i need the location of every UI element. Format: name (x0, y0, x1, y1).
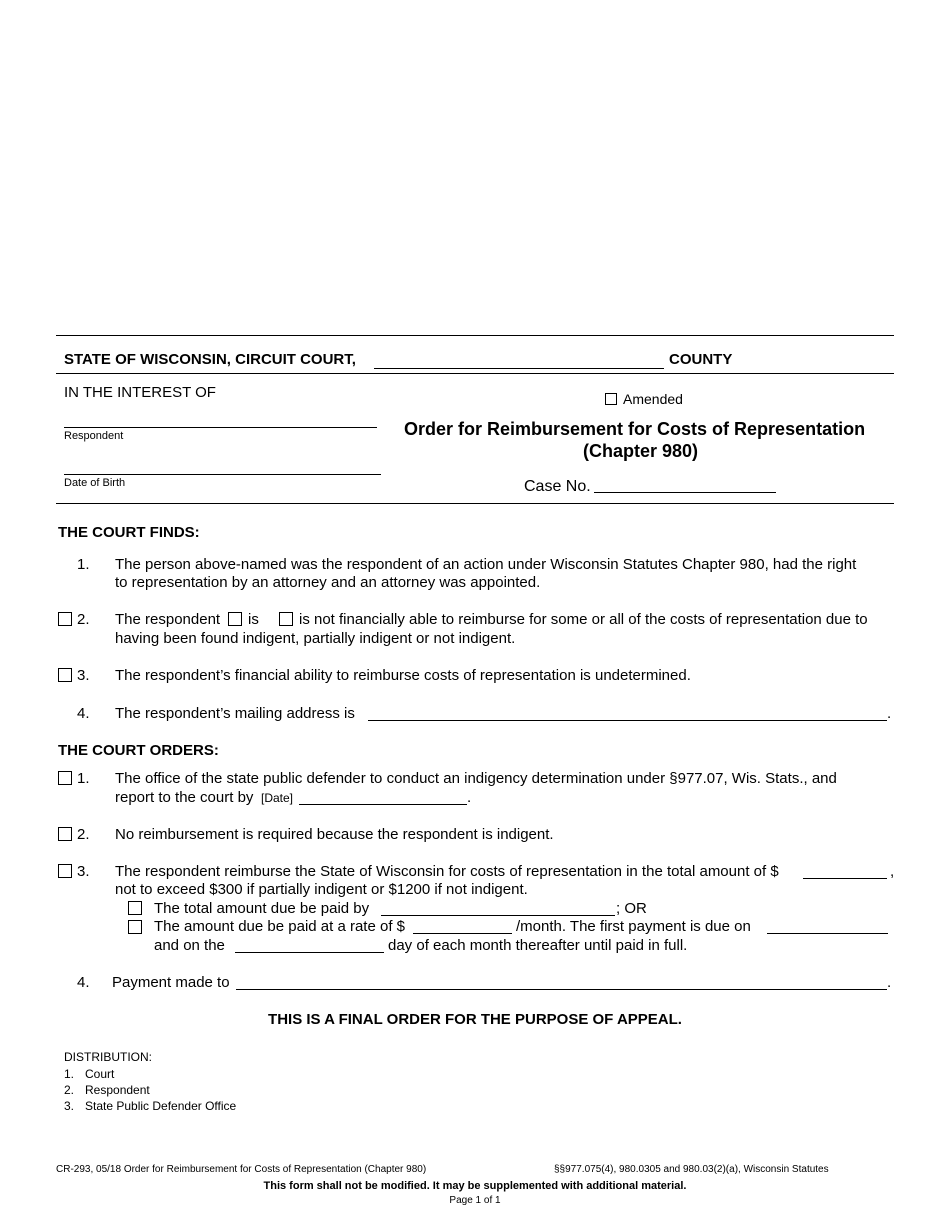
payment-made-to-field[interactable] (236, 989, 887, 990)
county-name-field[interactable] (374, 368, 664, 369)
finding-1-line1: The person above-named was the respondent of an action under Wisconsin Statutes Chapter 980, had the right (115, 556, 857, 573)
amended-checkbox[interactable] (605, 393, 617, 405)
finding-3-checkbox[interactable] (58, 668, 72, 682)
finding-2-line2: having been found indigent, partially indigent or not indigent. (115, 630, 516, 647)
form-title-line2: (Chapter 980) (583, 441, 699, 461)
footer-form-id: CR-293, 05/18 Order for Reimbursement for Costs of Representation (Chapter 980) (56, 1164, 427, 1175)
distribution-item-3-number: 3. (64, 1099, 75, 1113)
finding-2-number: 2. (77, 611, 90, 628)
finding-4-number: 4. (77, 705, 90, 722)
caption-bottom-rule (56, 503, 894, 504)
case-no-field[interactable] (594, 492, 776, 493)
finding-2-part1: The respondent (115, 611, 221, 628)
respondent-name-field[interactable] (64, 427, 377, 428)
form-title-line1: Order for Reimbursement for Costs of Representation (404, 419, 866, 439)
total-amount-field[interactable] (803, 878, 887, 879)
mailing-address-field[interactable] (368, 720, 887, 721)
order-1-line1: The office of the state public defender to conduct an indigency determination under §977.07, Wis. Stats., and (115, 770, 837, 787)
finding-2-part2: is (248, 611, 259, 628)
finding-2-is-not-checkbox[interactable] (279, 612, 293, 626)
caption-top-rule (56, 373, 894, 374)
top-rule (56, 335, 894, 336)
order-1-checkbox[interactable] (58, 771, 72, 785)
payment-day-field[interactable] (235, 952, 384, 953)
order-3-option2-text-c: and on the (154, 937, 225, 954)
finding-2-is-checkbox[interactable] (228, 612, 242, 626)
case-no-label: Case No. (524, 478, 591, 495)
order-3-option2-text-a: The amount due be paid at a rate of $ (154, 918, 406, 935)
distribution-item-2-number: 2. (64, 1083, 75, 1097)
final-order-statement: THIS IS A FINAL ORDER FOR THE PURPOSE OF APPEAL. (268, 1011, 682, 1028)
order-3-option2-text-b: /month. The first payment is due on (516, 918, 751, 935)
finding-4-end: . (887, 705, 892, 722)
order-1-date-label: [Date] (261, 791, 294, 805)
paid-by-date-field[interactable] (381, 915, 615, 916)
distribution-heading: DISTRIBUTION: (64, 1050, 153, 1064)
finding-2-part3: is not financially able to reimburse for some or all of the costs of representation due to (299, 611, 868, 628)
distribution-item-1-number: 1. (64, 1067, 75, 1081)
order-3-option2-text-d: day of each month thereafter until paid in full. (388, 937, 688, 954)
interest-label: IN THE INTEREST OF (64, 384, 216, 401)
order-2-number: 2. (77, 826, 90, 843)
distribution-item-1: Court (85, 1067, 115, 1081)
order-3-checkbox[interactable] (58, 864, 72, 878)
amended-label: Amended (623, 391, 683, 407)
order-3-number: 3. (77, 863, 90, 880)
court-label: STATE OF WISCONSIN, CIRCUIT COURT, (64, 351, 356, 368)
finding-1-line2: to representation by an attorney and an attorney was appointed. (115, 574, 541, 591)
finding-3-number: 3. (77, 667, 90, 684)
footer-statutes: §§977.075(4), 980.0305 and 980.03(2)(a), Wisconsin Statutes (554, 1164, 829, 1175)
order-4-line1: Payment made to (112, 974, 230, 991)
order-2-checkbox[interactable] (58, 827, 72, 841)
finding-2-checkbox[interactable] (58, 612, 72, 626)
monthly-rate-field[interactable] (413, 933, 512, 934)
first-payment-date-field[interactable] (767, 933, 888, 934)
dob-field[interactable] (64, 474, 381, 475)
order-3-line2: not to exceed $300 if partially indigent or $1200 if not indigent. (115, 881, 528, 898)
dob-label: Date of Birth (64, 477, 126, 489)
finding-4-line1: The respondent’s mailing address is (115, 705, 355, 722)
order-3-option1-end: ; OR (616, 900, 647, 917)
order-3-line1-end: , (890, 863, 895, 880)
finding-1-number: 1. (77, 556, 90, 573)
order-3-line1: The respondent reimburse the State of Wisconsin for costs of representation in the total amount of $ (115, 863, 779, 880)
distribution-item-3: State Public Defender Office (85, 1099, 237, 1113)
order-1-number: 1. (77, 770, 90, 787)
orders-heading: THE COURT ORDERS: (58, 742, 219, 759)
order-2-line1: No reimbursement is required because the respondent is indigent. (115, 826, 554, 843)
order-1-end: . (467, 789, 472, 806)
footer-notice: This form shall not be modified. It may be supplemented with additional material. (263, 1180, 687, 1192)
county-label: COUNTY (669, 351, 733, 368)
order-3-option1-text: The total amount due be paid by (154, 900, 370, 917)
order-4-end: . (887, 974, 892, 991)
order-3-option1-checkbox[interactable] (128, 901, 142, 915)
order-1-line2: report to the court by (115, 789, 254, 806)
finding-3-line1: The respondent’s financial ability to reimburse costs of representation is undetermined. (115, 667, 691, 684)
findings-heading: THE COURT FINDS: (58, 524, 200, 541)
order-4-number: 4. (77, 974, 90, 991)
footer-page-number: Page 1 of 1 (449, 1195, 501, 1206)
order-3-option2-checkbox[interactable] (128, 920, 142, 934)
respondent-label: Respondent (64, 430, 124, 442)
distribution-item-2: Respondent (85, 1083, 150, 1097)
report-date-field[interactable] (299, 804, 467, 805)
